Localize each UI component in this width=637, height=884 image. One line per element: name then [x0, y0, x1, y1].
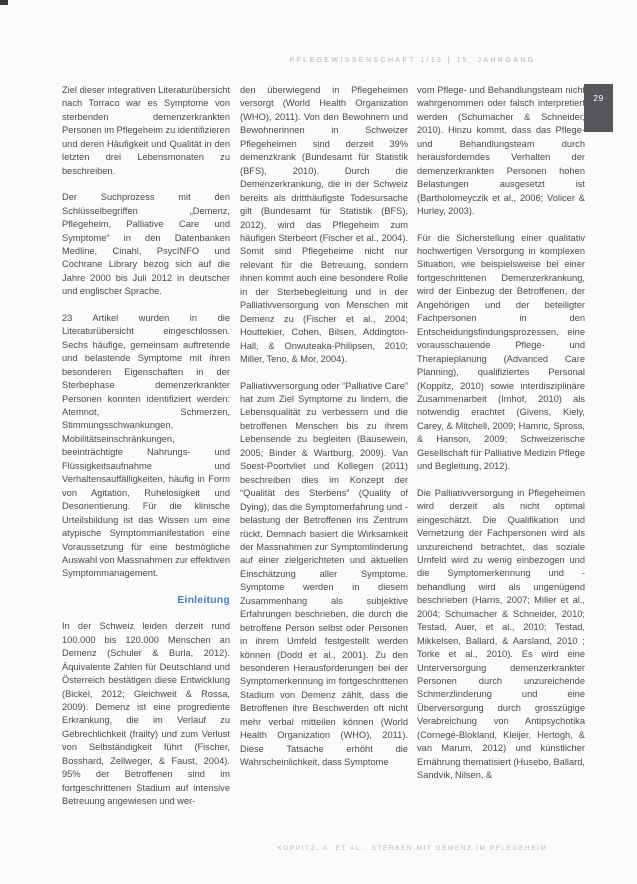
introduction-paragraph-2: den überwiegend in Pflegeheimen versorgt (World Health Organization (WHO), 2011). Von den Bewohnern und Bewohnerinnen in Schweizer Pflegeheimen sind derzeit 39% demenzkrank (Bundesamt für Statistik (BFS), 2010). Durch die Demenzerkrankung, die in der Schweiz bereits als dritthäufigste Todesursache gilt (Bundesamt für Statistik (BFS), 2012), wird das Pflegeheim zum häufigen Sterbeort (Fischer et al., 2004). Somit sind Pflegeheime nicht nur relevant für die Betreuung, sondern ihnen kommt auch eine besondere Rolle in der Sterbebegleitung und in der Palliativversorgung von Menschen mit Demenz zu (Fischer et al., 2004; Houttekier, Cohen, Bilsen, Addington-Hall, & Onwuteaka-Philipsen, 2010; Miller, Teno, & Mor, 2004). — [240, 85, 408, 365]
abstract-method-paragraph: Der Suchprozess mit den Schlüsselbegriffen „Demenz, Pflegeheim, Palliative Care und Symptome“ in den Datenbanken Medline, Cinahl, PsycINFO und Cochrane Library bezog sich auf die Jahre 2000 bis Juli 2012 in deutscher und englischer Sprache. — [62, 192, 230, 297]
journal-header: PFLEGEWISSENSCHAFT 1/13 | 15. JAHRGANG — [289, 57, 536, 64]
abstract-aim-paragraph: Ziel dieser integrativen Literaturübersicht nach Torraco war es Symptome von sterbenden demenzerkrankten Personen im Pflegeheim zu identifizieren und deren Häufigkeit und Qualität in den letzten drei Lebensmonaten zu beschreiben. — [62, 85, 230, 176]
text-column-right — [417, 84, 585, 783]
introduction-paragraph-6: Die Palliativversorgung in Pflegeheimen wird derzeit als nicht optimal eingeschätzt. Die Qualifikation und Vernetzung der Fachpersonen wird als unzureichend betrachtet, das soziale Umfeld wird zu wenig einbezogen und die Symptomerkennung und -behandlung wird als ungenügend beschrieben (Harris, 2007; Miller et al., 2004; Schumacher & Schneider, 2010; Testad, Auer, et al., 2010; Testad, Mikkelsen, Ballard, & Aarsland, 2010 ; Torke et al., 2010). Es wird eine Unterversorgung demenzerkrankter Personen durch unzureichende Schmerzlinderung und eine Überversorgung durch grosszügige Verabreichung von Antipsychotika (Cornegé-Blokland, Kleijer, Hertogh, & van Marum, 2012) und künstlicher Ernährung thematisiert (Husebo, Ballard, Sandvik, Nilsen, & — [417, 487, 585, 781]
page-number-badge: 29 — [584, 84, 613, 132]
introduction-paragraph-4: vom Pflege- und Behandlungsteam nicht wahrgenommen oder falsch interpretiert werden (Schumacher & Schneider, 2010). Hinzu kommt, dass das Pflege- und Behandlungsteam durch herausforderndes Verhalten der demenzerkrankten Personen hohen Belastungen ausgesetzt ist (Bartholomeyczik et al., 2006; Volicer & Hurley, 2003). — [417, 85, 585, 217]
introduction-paragraph-5: Für die Sicherstellung einer qualitativ hochwertigen Versorgung in komplexen Situation, wie beispielsweise bei einer fortgeschrittenen Demenzerkrankung, wird der Einbezug der Betroffenen, der Angehörigen und der beteiligter Fachpersonen in den Entscheidungsfindungsprozessen, eine vorausschauende Pflege- und Therapieplanung (Advanced Care Planning), qualifiziertes Personal (Koppitz, 2010) sowie interdisziplinäre Zusammenarbeit (Imhof, 2010) als notwendig erachtet (Givens, Kiely, Carey, & Mitchell, 2009; Hamric, Spross, & Hanson, 2009; Schweizerische Gesellschaft für Palliative Medizin Pflege und Begleitung, 2012). — [417, 232, 585, 472]
introduction-paragraph-3: Palliativversorgung oder “Palliative Care” hat zum Ziel Symptome zu lindern, die Lebensqualität zu verbessern und die betroffenen Menschen bis zu ihrem Lebensende zu begleiten (Bausewein, 2005; Binder & Wartburg, 2009). Van Soest-Poortvliet und Kollegen (2011) beschreiben dies im Konzept der “Qualität des Sterbens” (Quality of Dying), das die Symptomerfahrung und -belastung der Betroffenen ins Zentrum rückt. Demnach basiert die Wirksamkeit der Massnahmen zur Symptomlinderung auf einer zielgerichteten und aktuellen Einschätzung aller Symptome. Symptome werden in diesem Zusammenhang als subjektive Erfahrungen beschrieben, die durch die betroffene Person selbst oder Personen in ihrem Umfeld festgestellt werden können (Dodd et al., 2001). Zu den besonderen Herausforderungen bei der Symptomerkennung im fortgeschrittenen Stadium von Demenz zählt, dass die Betroffenen ihre Beschwerden oft nicht mehr verbal mitteilen können (World Health Organization (WHO), 2011). Diese Tatsache erhöht die Wahrscheinlichkeit, dass Symptome — [240, 380, 408, 768]
section-heading-einleitung: Einleitung — [177, 593, 230, 606]
introduction-paragraph-1: In der Schweiz leiden derzeit rund 100.000 bis 120.000 Menschen an Demenz (Schuler & Burla, 2012). Äquivalente Zahlen für Deutschland und Österreich bestätigen diese Entwicklung (Bickel, 2012; Gleichweit & Rossa, 2009). Demenz ist eine progrediente Erkrankung, die im Verlauf zu Gebrechlichkeit (frailty) und zum Verlust von Selbständigkeit führt (Fischer, Bosshard, Zellweger, & Faust, 2004). 95% der Betroffenen sind im fortgeschrittenen Stadium auf intensive Betreuung angewiesen und wer- — [62, 621, 230, 807]
abstract-results-paragraph: 23 Artikel wurden in die Literaturübersicht eingeschlossen. Sechs häufige, gemeinsam auftretende und belastende Symptome mit ihren besonderen Eigenschaften in der Sterbephase demenzerkrankter Personen konnten identifiziert werden: Atemnot, Schmerzen, Stimmungsschwankungen, Mobilitätseinschränkungen, beeinträchtigte Nahrungs- und Flüssigkeitsaufnahme und Verhaltensauffälligkeiten, häufig in Form von Agitation, Ruhelosigkeit und Desorientierung. Für die klinische Urteilsbildung ist das Wissen um eine atypische Symptommanifestation eine Voraussetzung für eine bestmögliche Auswahl von Massnahmen zur effektiven Symptommanagement. — [62, 312, 231, 579]
scan-corner-mark — [0, 0, 8, 5]
text-column-middle — [240, 84, 408, 770]
footer-citation: KOPPITZ, A. ET AL.: STERBEN MIT DEMENZ IM PFLEGEHEIM — [277, 845, 548, 852]
text-column-left — [62, 84, 230, 809]
